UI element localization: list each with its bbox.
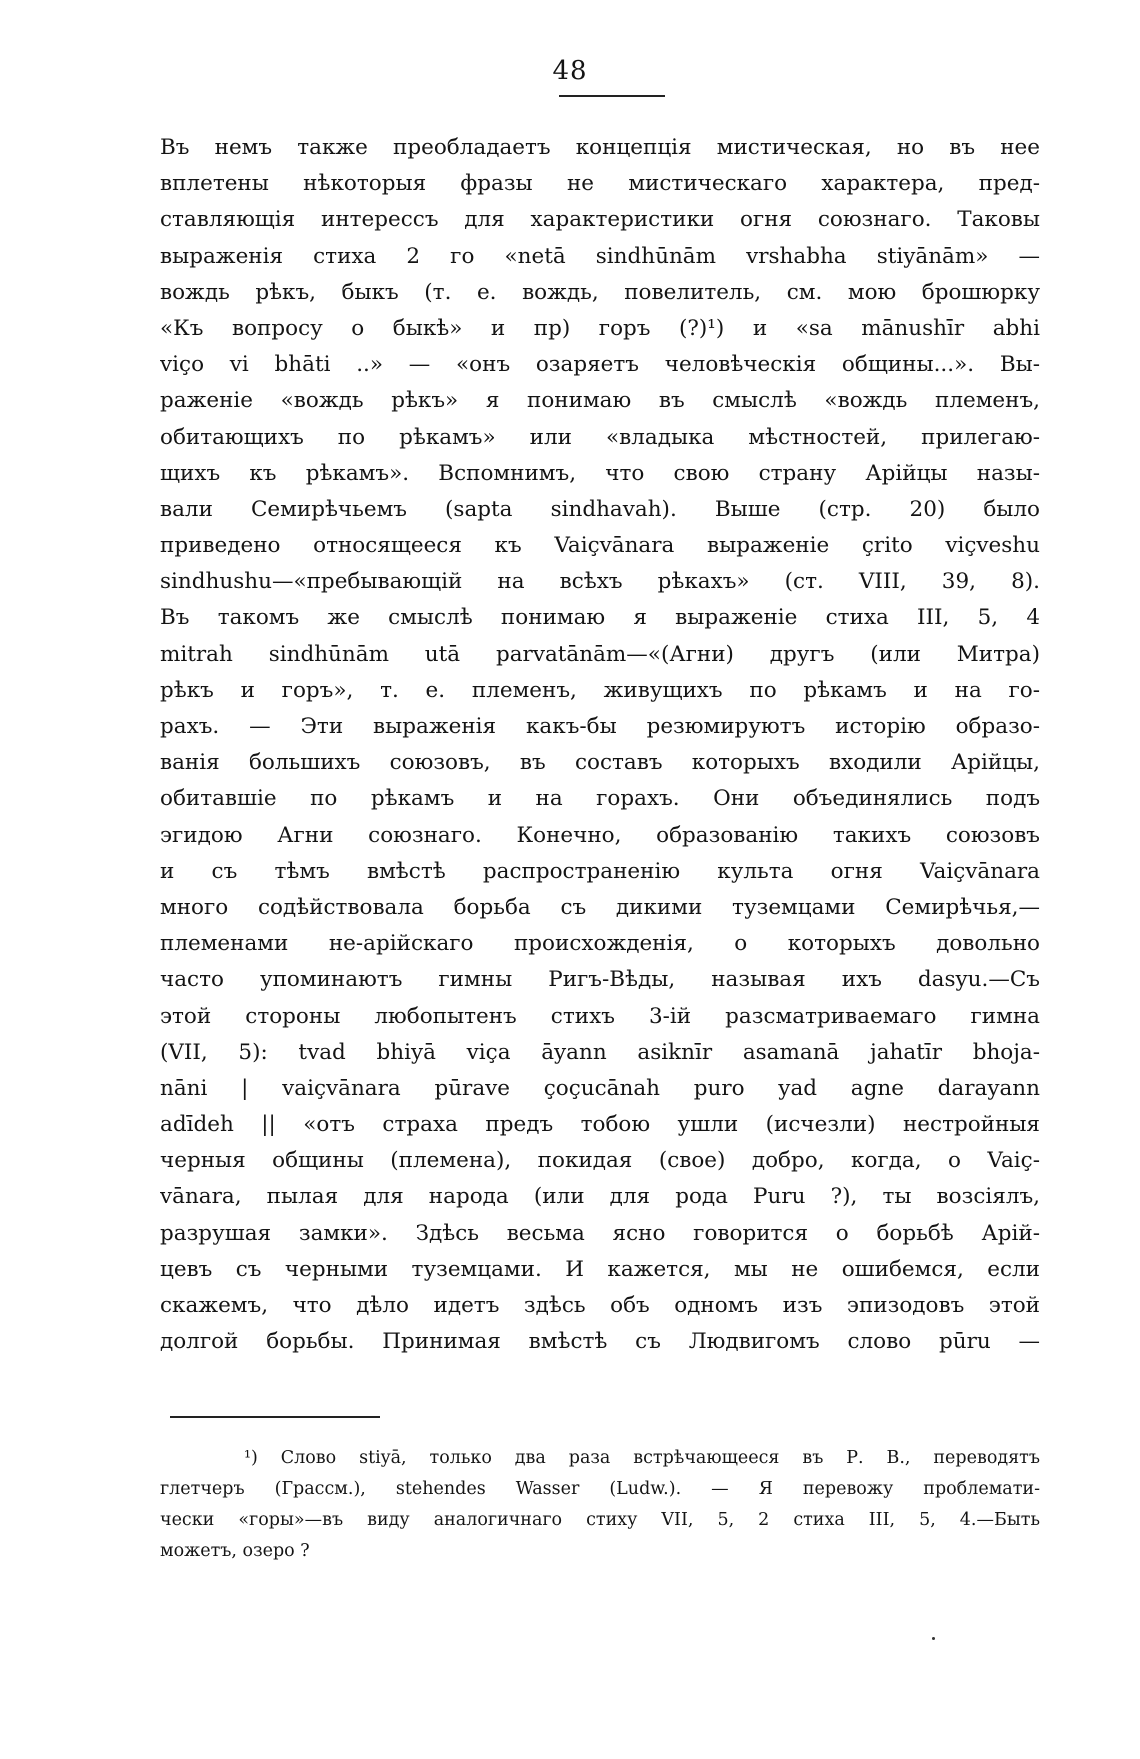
- text-line: приведено относящееся къ Vaiçvānara выраженіе çrito viçveshu: [160, 533, 1040, 559]
- text-line: обитающихъ по рѣкамъ» или «владыка мѣстностей, прилегаю-: [160, 424, 1040, 450]
- text-line: щихъ къ рѣкамъ». Вспомнимъ, что свою страну Арійцы назы-: [160, 460, 1040, 486]
- text-line: племенами не-арійскаго происхожденія, о которыхъ довольно: [160, 931, 1040, 957]
- text-line: sindhushu—«пребывающій на всѣхъ рѣкахъ» (ст. VIII, 39, 8).: [160, 569, 1040, 595]
- text-line: этой стороны любопытенъ стихъ 3-ій разсматриваемаго гимна: [160, 1003, 1040, 1029]
- text-line: эгидою Агни союзнаго. Конечно, образованію такихъ союзовъ: [160, 822, 1040, 848]
- text-line: mitrah sindhūnām utā parvatānām—«(Агни) другъ (или Митра): [160, 641, 1040, 667]
- text-line: nāni | vaiçvānara pūrave çoçucānah puro yad agne darayann: [160, 1075, 1040, 1101]
- text-line: цевъ съ черными туземцами. И кажется, мы не ошибемся, если: [160, 1256, 1040, 1282]
- footnote-line: ¹) Слово stiyā, только два раза встрѣчающееся въ Р. В., переводятъ: [244, 1448, 1040, 1468]
- footnote-line: чески «горы»—въ виду аналогичнаго стиху VII, 5, 2 стиха III, 5, 4.—Быть: [160, 1510, 1040, 1530]
- text-line: Въ немъ также преобладаетъ концепція мистическая, но въ нее: [160, 135, 1040, 160]
- page-number-underline: [559, 95, 665, 97]
- text-line: долгой борьбы. Принимая вмѣстѣ съ Людвигомъ слово pūru —: [160, 1329, 1040, 1355]
- text-line: ванія большихъ союзовъ, въ составъ которыхъ входили Арійцы,: [160, 750, 1040, 776]
- print-speck: [932, 1637, 935, 1640]
- text-line: скажемъ, что дѣло идетъ здѣсь объ одномъ изъ эпизодовъ этой: [160, 1293, 1040, 1318]
- text-line: viço vi bhāti ..» — «онъ озаряетъ человѣческія общины...». Вы-: [160, 352, 1040, 378]
- footnote-line: можетъ, озеро ?: [160, 1541, 310, 1561]
- text-line: ставляющія интерессъ для характеристики огня союзнаго. Таковы: [160, 207, 1040, 233]
- text-line: вождь рѣкъ, быкъ (т. е. вождь, повелитель, см. мою брошюрку: [160, 279, 1040, 305]
- text-line: vānara, пылая для народа (или для рода Puru ?), ты возсіялъ,: [160, 1184, 1040, 1210]
- text-line: выраженія стиха 2 го «netā sindhūnām vrshabha stiyānām» —: [160, 243, 1040, 269]
- body-text: [160, 130, 1040, 1360]
- text-line: «Къ вопросу о быкѣ» и пр) горъ (?)¹) и «sa mānushīr abhi: [160, 315, 1040, 341]
- text-line: вплетены нѣкоторыя фразы не мистическаго характера, пред-: [160, 171, 1040, 197]
- text-line: adīdeh || «отъ страха предъ тобою ушли (исчезли) нестройныя: [160, 1112, 1040, 1138]
- text-line: черныя общины (племена), покидая (свое) добро, когда, о Vaiç-: [160, 1148, 1040, 1174]
- text-line: рахъ. — Эти выраженія какъ-бы резюмируютъ исторію образо-: [160, 714, 1040, 739]
- footnote-separator: [170, 1416, 380, 1418]
- text-line: Въ такомъ же смыслѣ понимаю я выраженіе стиха III, 5, 4: [160, 605, 1040, 631]
- text-line: раженіе «вождь рѣкъ» я понимаю въ смыслѣ «вождь племенъ,: [160, 388, 1040, 414]
- page-number: 48: [552, 56, 588, 86]
- text-line: много содѣйствовала борьба съ дикими туземцами Семирѣчья,—: [160, 894, 1040, 920]
- text-line: часто упоминаютъ гимны Ригъ-Вѣды, называя ихъ dasyu.—Съ: [160, 967, 1040, 993]
- text-line: рѣкъ и горъ», т. е. племенъ, живущихъ по рѣкамъ и на го-: [160, 677, 1040, 703]
- text-line: вали Семирѣчьемъ (sapta sindhavah). Выше (стр. 20) было: [160, 496, 1040, 522]
- text-line: и съ тѣмъ вмѣстѣ распространенію культа огня Vaiçvānara: [160, 858, 1040, 884]
- text-line: (VII, 5): tvad bhiyā viça āyann asiknīr asamanā jahatīr bhoja-: [160, 1039, 1040, 1065]
- footnote-line: глетчеръ (Грассм.), stehendes Wasser (Ludw.). — Я перевожу проблемати-: [160, 1479, 1040, 1499]
- text-line: обитавшіе по рѣкамъ и на горахъ. Они объединялись подъ: [160, 786, 1040, 812]
- footnotes: [160, 1443, 1040, 1567]
- text-line: разрушая замки». Здѣсь весьма ясно говорится о борьбѣ Арій-: [160, 1220, 1040, 1246]
